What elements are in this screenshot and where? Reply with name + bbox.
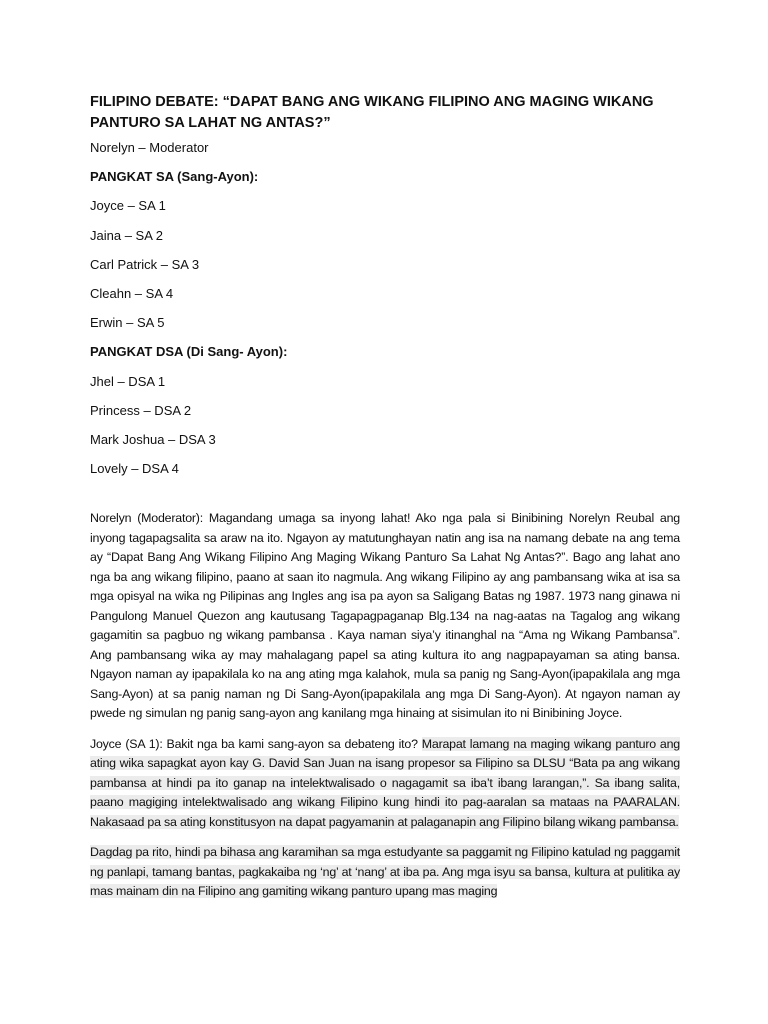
roster-item: Lovely – DSA 4 bbox=[90, 461, 179, 477]
team-heading: PANGKAT DSA (Di Sang- Ayon): bbox=[90, 344, 288, 360]
paragraph-dagdag bbox=[90, 843, 680, 902]
roster-item: Jhel – DSA 1 bbox=[90, 373, 166, 389]
paragraph-joyce bbox=[90, 735, 680, 833]
roster-item: Erwin – SA 5 bbox=[90, 315, 165, 331]
roster-item: Joyce – SA 1 bbox=[90, 198, 166, 214]
highlighted-text: Marapat lamang na maging wikang panturo ang ating wika sapagkat ayon kay G. David San Juan na isang propesor sa Filipino sa DLSU “Bata pa ang wikang pambansa at hindi pa ito ganap na intelektwalisado o nagagamit sa iba’t ibang larangan,”. Sa ibang salita, paano magiging intelektwalisado ang wikang Filipino kung hindi ito pag-aaralan sa mataas na PAARALAN. Nakasaad pa sa ating konstitusyon na dapat pagyamanin at palaganapin ang Filipino bilang wikang pambansa. bbox=[90, 736, 681, 829]
roster-item: Norelyn – Moderator bbox=[90, 140, 209, 155]
roster-item: Cleahn – SA 4 bbox=[90, 285, 174, 301]
highlighted-text: Dagdag pa rito, hindi pa bihasa ang karamihan sa mga estudyante sa paggamit ng Filipino katulad ng paggamit ng panlapi, tamang bantas, pagkakaiba ng ‘ng’ at ‘nang’ at iba pa. Ang mga isyu sa bansa, kultura at pulitika ay mas mainam din na Filipino ang gamiting wikang panturo upang mas maging bbox=[90, 845, 680, 898]
roster-item: Mark Joshua – DSA 3 bbox=[90, 431, 216, 447]
roster-item: Princess – DSA 2 bbox=[90, 402, 192, 418]
joyce-lead-text: Joyce (SA 1): Bakit nga ba kami sang-ayon sa debateng ito? bbox=[90, 736, 422, 751]
team-heading: PANGKAT SA (Sang-Ayon): bbox=[90, 169, 259, 185]
paragraph-moderator: Norelyn (Moderator): Magandang umaga sa inyong lahat! Ako nga pala si Binibining Norelyn Reubal ang inyong tagapagsalita sa araw na ito. Ngayon ay matutunghayan natin ang isa na namang debate na ang tema ay “Dapat Bang Ang Wikang Filipino Ang Maging Wikang Panturo Sa Lahat Ng Antas?”. Bago ang lahat ano nga ba ang wikang filipino, paano at saan ito nagmula. Ang wikang Filipino ay ang pambansang wika at isa sa mga opisyal na wika ng Pilipinas ang Ingles ang isa pa ayon sa Saligang Batas ng 1987. 1973 nang ginawa ni Pangulong Manuel Quezon ang kautusang Tagapagpaganap Blg.134 na nag-aatas na Tagalog ang wikang gagamitin sa pagbuo ng wikang pambansa . Kaya naman siya’y itinanghal na “Ama ng Wikang Pambansa”. Ang pambansang wika ay may mahalagang papel sa ating kultura ito ang nagpapayaman sa ating bansa. Ngayon naman ay ipapakilala ko na ang ating mga kalahok, mula sa panig ng Sang-Ayon(ipapakilala ang mga Sang-Ayon) at sa panig naman ng Di Sang-Ayon(ipapakilala ang mga Di Sang-Ayon). At ngayon naman ay pwede ng simulan ng panig sang-ayon ang kanilang mga hinaing at sisimulan ito ni Binibining Joyce. bbox=[90, 511, 680, 720]
roster-item: Carl Patrick – SA 3 bbox=[90, 256, 200, 272]
document-title: FILIPINO DEBATE: “DAPAT BANG ANG WIKANG FILIPINO ANG MAGING WIKANG PANTURO SA LAHAT NG ANTAS?” bbox=[90, 94, 654, 131]
debate-roster bbox=[90, 139, 690, 489]
document-body bbox=[90, 509, 680, 913]
roster-item: Jaina – SA 2 bbox=[90, 227, 163, 243]
